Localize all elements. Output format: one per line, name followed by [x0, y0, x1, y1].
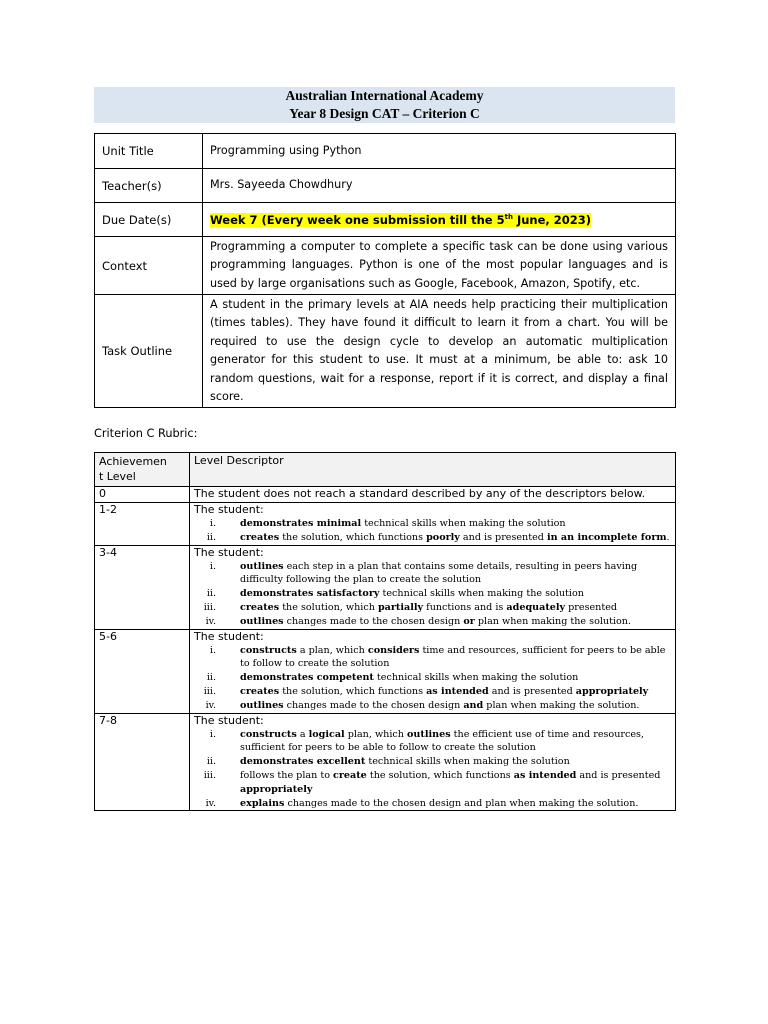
level-0: 0	[95, 487, 190, 503]
list-item: iii. creates the solution, which partially functions and is adequately presented	[203, 601, 618, 613]
unit-title-value: Programming using Python	[203, 134, 676, 169]
list-item: i. demonstrates minimal technical skills when making the solution	[209, 518, 566, 529]
list-item: ii. creates the solution, which functions poorly and is presented in an incomplete form.	[206, 531, 670, 543]
achievement-level-header-line1: Achievemen	[99, 455, 167, 468]
rubric-row-5-6	[95, 629, 676, 713]
list-item: iv. outlines changes made to the chosen design or plan when making the solution.	[205, 615, 632, 627]
task-outline-value: A student in the primary levels at AIA needs help practicing their multiplication (times tables). They have found it difficult to learn it from a chart. You will be required to use the design cycle to develop an automatic multiplication generator for this student to use. It must at a minimum, be able to: ask 10 random questions, wait for a response, report if it is correct, and display a final score.	[203, 295, 676, 408]
student-intro: The student:	[194, 629, 264, 643]
list-item: iv. explains changes made to the chosen design and plan when making the solution.	[205, 797, 639, 809]
list-item: i. constructs a plan, which considers time and resources, sufficient for peers to be able to follow to create the solution	[209, 644, 666, 670]
level-7-8: 7-8	[95, 713, 190, 811]
descriptor-list	[194, 644, 671, 713]
student-intro: The student:	[194, 503, 264, 516]
document-header	[94, 87, 675, 123]
document-title: Year 8 Design CAT – Criterion C	[289, 106, 480, 121]
rubric-row-0	[95, 487, 676, 503]
task-outline-label: Task Outline	[95, 295, 203, 408]
context-value: Programming a computer to complete a specific task can be done using various programming languages. Python is one of the most popular languages and is used by large organisations such as Google, Facebook, Amazon, Spotify, etc.	[203, 237, 676, 295]
due-date-value	[203, 203, 676, 237]
unit-info-table	[94, 133, 676, 408]
achievement-level-header	[95, 453, 190, 487]
rubric-header-row	[95, 453, 676, 487]
teacher-value: Mrs. Sayeeda Chowdhury	[203, 169, 676, 203]
unit-title-row	[95, 134, 676, 169]
level-5-6: 5-6	[95, 629, 190, 713]
school-name: Australian International Academy	[285, 88, 484, 103]
achievement-level-header-line2: t Level	[99, 470, 136, 483]
level-1-2: 1-2	[95, 503, 190, 546]
due-date-highlight	[210, 213, 591, 227]
list-item: ii. demonstrates competent technical skills when making the solution	[206, 672, 579, 684]
level-5-6-descriptor	[190, 629, 676, 713]
unit-title-label: Unit Title	[95, 134, 203, 169]
teacher-row	[95, 169, 676, 203]
level-descriptor-header: Level Descriptor	[190, 453, 676, 487]
rubric-table	[94, 452, 676, 811]
due-date-label: Due Date(s)	[95, 203, 203, 237]
rubric-row-3-4	[95, 545, 676, 629]
level-1-2-descriptor	[190, 503, 676, 546]
rubric-row-7-8	[95, 713, 676, 811]
rubric-heading: Criterion C Rubric:	[94, 427, 198, 440]
level-3-4-descriptor	[190, 545, 676, 629]
context-row	[95, 237, 676, 295]
descriptor-list	[194, 560, 671, 629]
due-date-suffix: June, 2023)	[512, 213, 592, 228]
due-date-prefix: Week 7 (Every week one submission till the 5	[210, 213, 505, 228]
list-item: ii. demonstrates satisfactory technical skills when making the solution	[206, 588, 584, 600]
task-outline-row	[95, 295, 676, 408]
list-item: i. constructs a logical plan, which outlines the efficient use of time and resources, sufficient for peers to be able to follow to create the solution	[209, 728, 644, 754]
teacher-label: Teacher(s)	[95, 169, 203, 203]
descriptor-list	[194, 517, 671, 545]
descriptor-list	[194, 728, 671, 811]
student-intro: The student:	[194, 545, 264, 559]
list-item: ii. demonstrates excellent technical skills when making the solution	[206, 756, 570, 768]
list-item: i. outlines each step in a plan that contains some details, resulting in peers having difficulty following the plan to create the solution	[209, 560, 638, 586]
level-7-8-descriptor	[190, 713, 676, 811]
list-item: iii. creates the solution, which functions as intended and is presented appropriately	[203, 685, 649, 697]
level-0-descriptor: The student does not reach a standard described by any of the descriptors below.	[190, 487, 676, 503]
list-item: iii. follows the plan to create the solution, which functions as intended and is presented appropriately	[203, 769, 661, 795]
due-date-sup: th	[504, 213, 513, 222]
list-item: iv. outlines changes made to the chosen design and plan when making the solution.	[205, 699, 640, 711]
due-date-row	[95, 203, 676, 237]
context-label: Context	[95, 237, 203, 295]
rubric-row-1-2	[95, 503, 676, 546]
level-3-4: 3-4	[95, 545, 190, 629]
student-intro: The student:	[194, 713, 264, 727]
